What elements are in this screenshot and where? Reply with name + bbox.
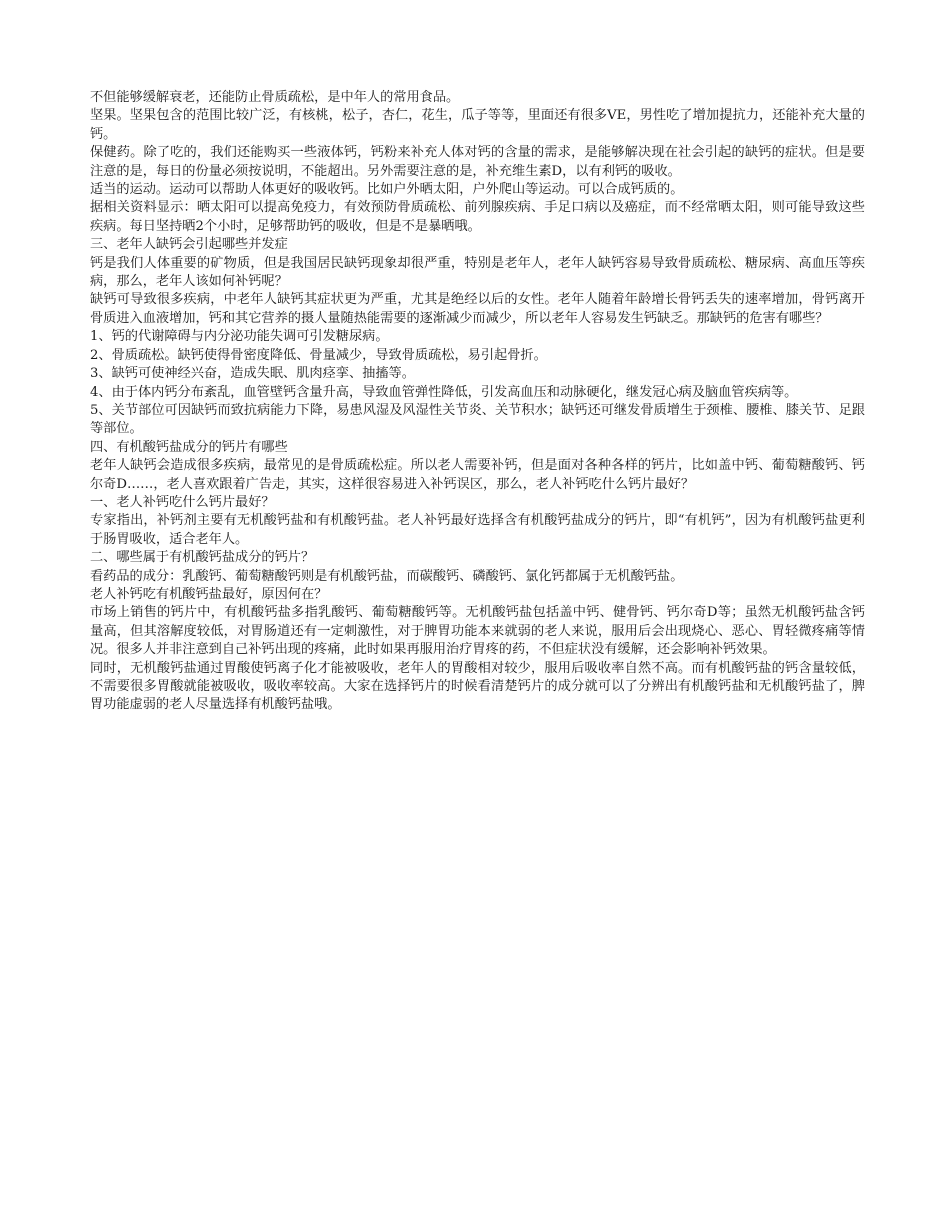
paragraph: 老年人缺钙会造成很多疾病，最常见的是骨质疏松症。所以老人需要补钙，但是面对各种各样的钙片，比如盖中钙、葡萄糖酸钙、钙尔奇D……，老人喜欢跟着广告走，其实，这样很容易进入补钙误区，那么，老人补钙吃什么钙片最好？ <box>90 458 865 492</box>
paragraph: 钙是我们人体重要的矿物质，但是我国居民缺钙现象却很严重，特别是老年人，老年人缺钙容易导致骨质疏松、糖尿病、高血压等疾病，那么，老年人该如何补钙呢？ <box>90 255 865 290</box>
paragraph: 据相关资料显示：晒太阳可以提高免疫力，有效预防骨质疏松、前列腺疾病、手足口病以及癌症，而不经常晒太阳，则可能导致这些疾病。每日坚持晒2个小时，足够帮助钙的吸收，但是不是暴晒哦。 <box>90 200 865 234</box>
subsection-heading: 二、哪些属于有机酸钙盐成分的钙片？ <box>90 550 315 566</box>
list-item: 2、骨质疏松。缺钙使得骨密度降低、骨量减少，导致骨质疏松，易引起骨折。 <box>90 347 547 363</box>
list-item: 3、缺钙可使神经兴奋，造成失眠、肌肉痉挛、抽搐等。 <box>90 366 415 382</box>
section-heading: 四、有机酸钙盐成分的钙片有哪些 <box>90 439 288 455</box>
subsection-heading: 老人补钙吃有机酸钙盐最好，原因何在？ <box>90 586 328 602</box>
paragraph: 不但能够缓解衰老，还能防止骨质疏松，是中年人的常用食品。 <box>90 90 460 105</box>
document-body <box>90 89 865 715</box>
paragraph: 市场上销售的钙片中，有机酸钙盐多指乳酸钙、葡萄糖酸钙等。无机酸钙盐包括盖中钙、健骨钙、钙尔奇D等；虽然无机酸钙盐含钙量高，但其溶解度较低，对胃肠道还有一定刺激性，对于脾胃功能本来就弱的老人来说，服用后会出现烧心、恶心、胃轻微疼痛等情况。很多人并非注意到自己补钙出现的疼痛，此时如果再服用治疗胃疼的药，不但症状没有缓解，还会影响补钙效果。 <box>90 605 865 658</box>
paragraph: 同时，无机酸钙盐通过胃酸使钙离子化才能被吸收，老年人的胃酸相对较少，服用后吸收率自然不高。而有机酸钙盐的钙含量较低，不需要很多胃酸就能被吸收，吸收率较高。大家在选择钙片的时候看清楚钙片的成分就可以了分辨出有机酸钙盐和无机酸钙盐了，脾胃功能虚弱的老人尽量选择有机酸钙盐哦。 <box>90 660 865 713</box>
paragraph: 看药品的成分：乳酸钙、葡萄糖酸钙则是有机酸钙盐，而碳酸钙、磷酸钙、氯化钙都属于无机酸钙盐。 <box>90 568 684 584</box>
paragraph: 适当的运动。运动可以帮助人体更好的吸收钙。比如户外晒太阳，户外爬山等运动。可以合成钙质的。 <box>90 182 684 198</box>
paragraph: 专家指出，补钙剂主要有无机酸钙盐和有机酸钙盐。老人补钙最好选择含有机酸钙盐成分的钙片，即“有机钙”，因为有机酸钙盐更利于肠胃吸收，适合老年人。 <box>90 513 865 547</box>
list-item: 5、关节部位可因缺钙而致抗病能力下降，易患风湿及风湿性关节炎、关节积水；缺钙还可继发骨质增生于颈椎、腰椎、膝关节、足跟等部位。 <box>90 402 865 437</box>
paragraph: 保健药。除了吃的，我们还能购买一些液体钙，钙粉来补充人体对钙的含量的需求，是能够解决现在社会引起的缺钙的症状。但是要注意的是，每日的份量必须按说明，不能超出。另外需要注意的是，补充维生素D，以有利钙的吸收。 <box>90 145 865 179</box>
paragraph: 缺钙可导致很多疾病，中老年人缺钙其症状更为严重，尤其是绝经以后的女性。老年人随着年龄增长骨钙丢失的速率增加，骨钙离开骨质进入血液增加，钙和其它营养的摄人量随热能需要的逐渐减少而减少，所以老年人容易发生钙缺乏。那缺钙的危害有哪些？ <box>90 292 865 326</box>
list-item: 4、由于体内钙分布紊乱，血管壁钙含量升高，导致血管弹性降低，引发高血压和动脉硬化，继发冠心病及脑血管疾病等。 <box>90 384 798 400</box>
paragraph: 坚果。坚果包含的范围比较广泛，有核桃，松子，杏仁，花生，瓜子等等，里面还有很多VE，男性吃了增加提抗力，还能补充大量的钙。 <box>90 108 865 142</box>
subsection-heading: 一、老人补钙吃什么钙片最好？ <box>90 494 275 510</box>
section-heading: 三、老年人缺钙会引起哪些并发症 <box>90 237 288 253</box>
list-item: 1、钙的代谢障碍与内分泌功能失调可引发糖尿病。 <box>90 329 389 345</box>
